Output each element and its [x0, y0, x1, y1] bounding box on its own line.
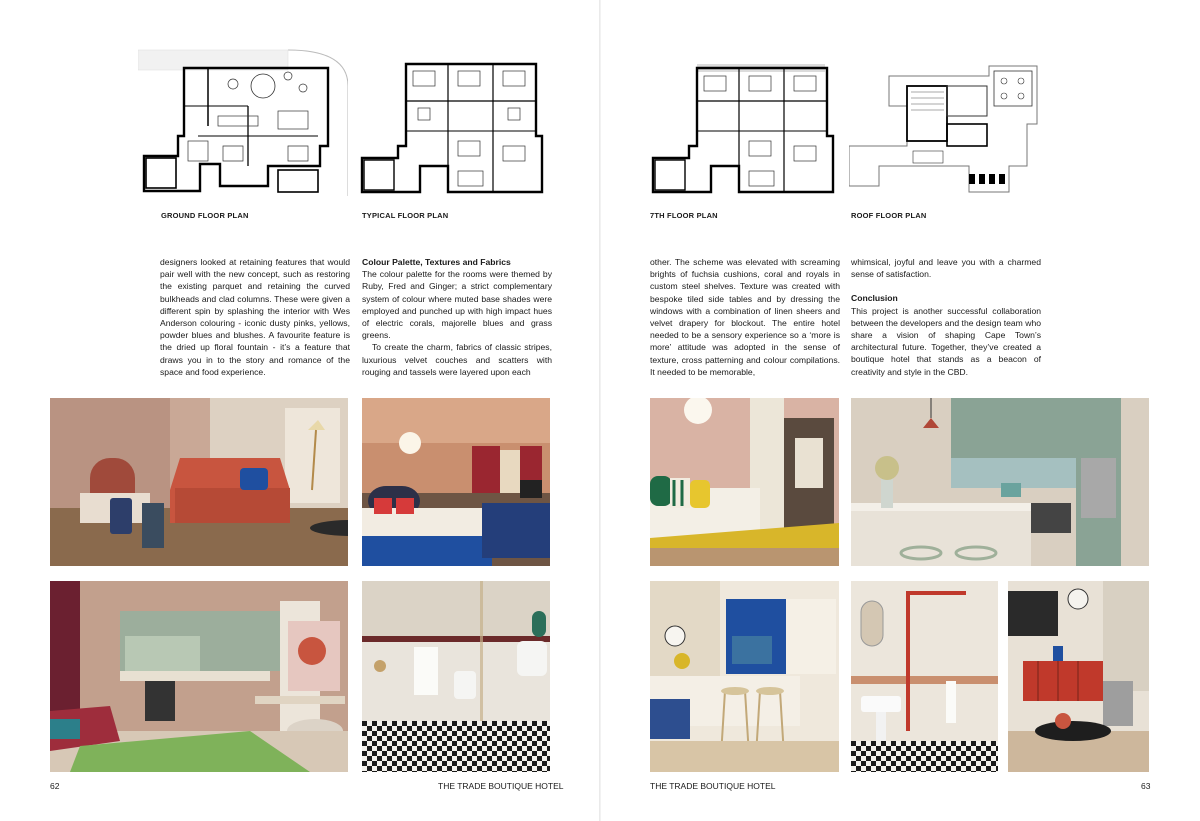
seventh-floor-plan-drawing: [649, 46, 839, 196]
right-page: [601, 0, 1200, 821]
running-title-right: THE TRADE BOUTIQUE HOTEL: [650, 781, 776, 791]
body-column-3: [650, 256, 840, 378]
ground-floor-plan-drawing: [138, 46, 348, 196]
body-paragraph: whimsical, joyful and leave you with a charmed sense of satisfaction.: [851, 257, 1041, 280]
page-number-left: 62: [50, 781, 60, 791]
body-paragraph: The colour palette for the rooms were themed by Ruby, Fred and Ginger; a strict complementary system of colour where muted base shades were employed and punched up with high impact hues of electric corals, majorelle blues and grass greens.: [362, 269, 552, 341]
left-page: [0, 0, 599, 821]
section-heading: Conclusion: [851, 293, 898, 304]
plan-caption-7th: 7TH FLOOR PLAN: [650, 211, 718, 220]
typical-floor-plan-drawing: [358, 46, 550, 196]
photo-bedroom-red-curtains: [362, 398, 550, 566]
body-paragraph: To create the charm, fabrics of classic stripes, luxurious velvet couches and scatters with rouging and tassels were layered upon each: [362, 342, 552, 377]
plan-caption-typical: TYPICAL FLOOR PLAN: [362, 211, 449, 220]
photo-bathroom-red-frame-shower: [851, 581, 998, 772]
photo-kitchen-sage-cabinets: [851, 398, 1149, 566]
photo-kitchenette-pink-walls: [50, 581, 348, 772]
photo-bathroom-checker-floor: [362, 581, 550, 772]
roof-floor-plan-drawing: [849, 46, 1049, 196]
body-paragraph: This project is another successful collaboration between the developers and the design team who share a vision of shaping Cape Town’s architectural future. Together, they’ve created a boutique hotel that stands as a beacon of creativity and style in the CBD.: [851, 305, 1041, 377]
body-column-4: [851, 256, 1041, 378]
body-paragraph: other. The scheme was elevated with screaming brights of fuchsia cushions, coral and royals in custom steel shelves. Texture was created with bespoke tiled side tables and by dressing the windows with a combination of linen sheers and velvet drapery for blockout. The entire hotel needed to be a sensory experience so a ‘more is more’ attitude was adopted in the sense of texture, cross patterning and colour compilations. It needed to be memorable,: [650, 257, 840, 377]
body-column-2: [362, 256, 552, 378]
photo-kitchenette-blue-cabinets: [650, 581, 839, 772]
photo-bedroom-striped-headboard: [650, 398, 839, 566]
plan-caption-ground: GROUND FLOOR PLAN: [161, 211, 249, 220]
page-number-right: 63: [1141, 781, 1151, 791]
plan-caption-roof: ROOF FLOOR PLAN: [851, 211, 927, 220]
body-paragraph: designers looked at retaining features that would pair well with the new concept, such as restoring the existing parquet and retaining the curved bulkheads and clad columns. These were given a different spin by splashing the interior with Wes Anderson colouring - iconic dusty pinks, yellows, powder blues and blushes. A favourite feature is the dried up floral fountain - it’s a feature that draws you in to the story and romance of the space and food experience.: [160, 257, 350, 377]
body-column-1: [160, 256, 350, 378]
section-heading: Colour Palette, Textures and Fabrics: [362, 257, 511, 267]
photo-bedroom-coral-sofa: [50, 398, 348, 566]
running-title-left: THE TRADE BOUTIQUE HOTEL: [438, 781, 564, 791]
photo-lounge-red-sideboard: [1008, 581, 1149, 772]
